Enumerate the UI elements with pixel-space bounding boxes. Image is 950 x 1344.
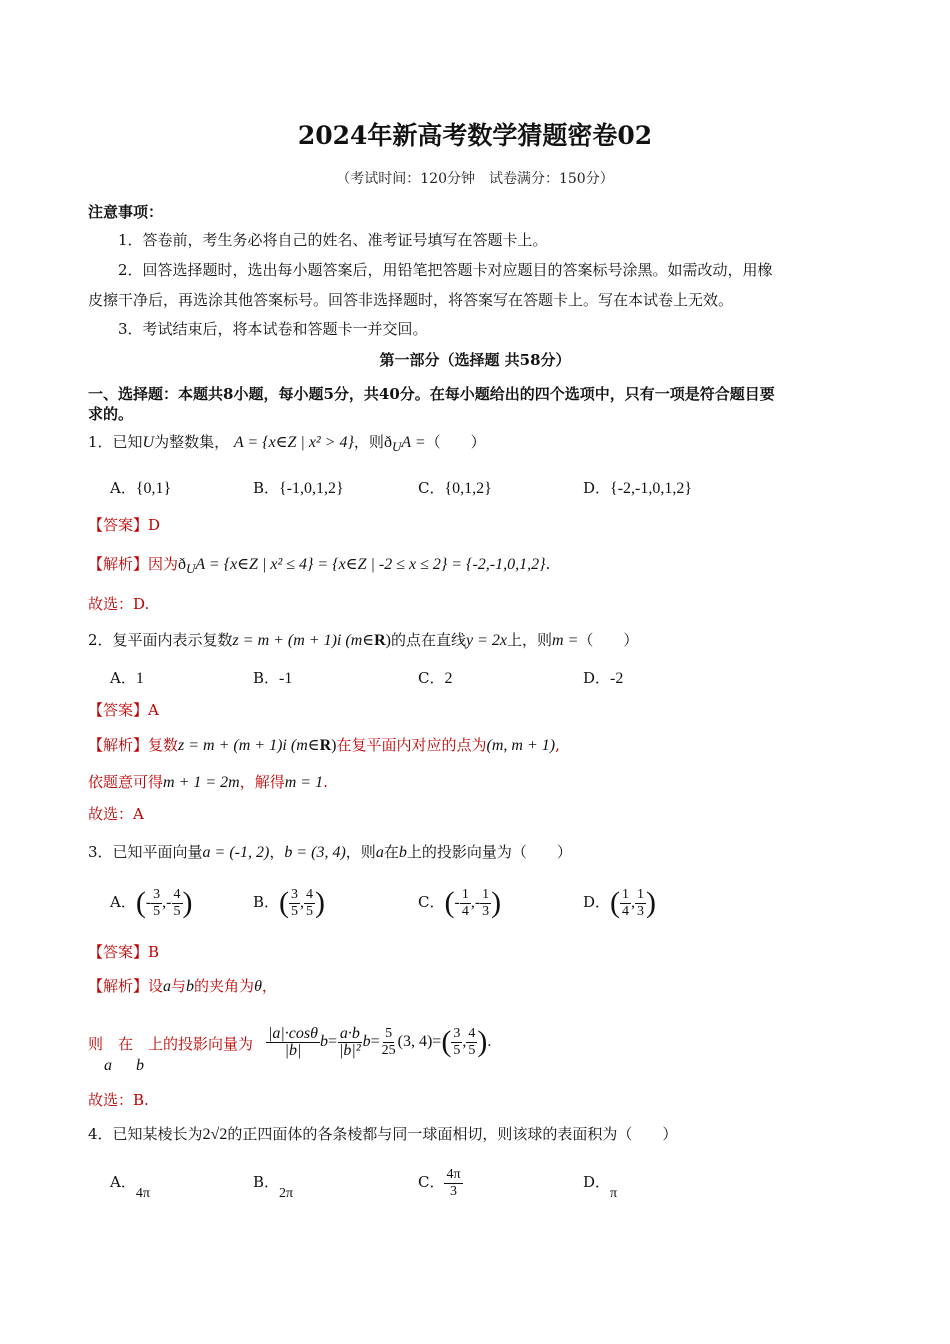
q1-option-a: [110, 478, 171, 499]
q1-analysis-math: A = {x∈Z | x² ≤ 4} = {x∈Z | -2 ≤ x ≤ 2} = {-2,-1,0,1,2}: [195, 556, 546, 573]
q2-stem-r: R: [374, 632, 386, 649]
q1-stem-end: （ ）: [425, 433, 486, 451]
paren-left: (: [441, 1025, 452, 1058]
q2-analysis-end: ,: [555, 736, 560, 754]
q2-stem-line: y = 2x: [466, 632, 508, 649]
fraction: [172, 887, 183, 920]
numerator: 5: [385, 1025, 393, 1041]
note-3: 3．考试结束后，将本试卷和答题卡一并交回。: [118, 320, 428, 338]
section-instructions-2: 求的。: [88, 405, 134, 423]
comma: ,: [300, 894, 305, 911]
q3-stem-bv: b: [398, 844, 407, 861]
vector-b: b: [362, 1033, 371, 1050]
fraction: [466, 1026, 477, 1059]
exam-subtitle: （考试时间：120分钟 试卷满分：150分）: [336, 171, 614, 187]
paren-right: ): [315, 886, 326, 919]
period: .: [487, 1033, 492, 1050]
denominator: |b|: [284, 1041, 302, 1059]
q1-stem-pre: 1．已知: [88, 433, 143, 451]
q1-option-c: [418, 478, 492, 499]
denominator: 5: [153, 903, 161, 919]
q3-stem-pre: 3．已知平面向量: [88, 843, 203, 861]
q1-option-b: [253, 478, 344, 499]
q3-analysis-theta: θ: [254, 978, 262, 995]
q3-option-d: [583, 880, 656, 925]
q1-conclusion: 故选：D.: [88, 595, 150, 613]
answer-value: B: [148, 943, 160, 961]
answer-value: D: [148, 516, 161, 534]
page-title: 2024年新高考数学猜题密卷02: [297, 121, 653, 150]
q2-stem-m: m =: [552, 632, 579, 649]
numerator: |a|·cosθ: [268, 1024, 318, 1042]
option-label: C．: [418, 669, 445, 687]
numerator: 3: [291, 886, 299, 902]
numerator: 4: [306, 886, 314, 902]
option-label: A．: [110, 669, 136, 687]
q1-stem-comp-a: A =: [401, 434, 426, 451]
q2-line2-mid: ，解得: [239, 773, 285, 791]
option-value: {0,1,2}: [444, 480, 492, 497]
option-value: {-2,-1,0,1,2}: [610, 480, 693, 497]
q2-option-b: [253, 668, 292, 689]
comma: ,: [631, 894, 636, 911]
vector-3-4: (3, 4): [397, 1033, 433, 1050]
analysis-label: 【解析】: [88, 977, 149, 995]
q2-option-c: [418, 668, 452, 689]
paren-right: ): [182, 886, 193, 919]
q3-stem-then: ，则: [345, 843, 376, 861]
denominator: 5: [453, 1042, 461, 1058]
q2-analysis-close: ): [331, 737, 337, 754]
q2-analysis-point: (m, m + 1): [486, 737, 556, 754]
q2-stem-z: z = m + (m + 1)i (m∈: [232, 632, 375, 649]
fraction: [337, 1026, 363, 1059]
option-value: -2: [610, 670, 624, 687]
equals: =: [370, 1033, 380, 1050]
q3-analysis-end: ，: [261, 977, 277, 995]
equals: =: [432, 1033, 442, 1050]
q2-stem-end: （ ）: [578, 631, 639, 649]
option-label: A．: [110, 479, 136, 497]
denominator: 25: [381, 1042, 396, 1058]
q1-option-d: [583, 478, 692, 499]
option-label: B．: [253, 893, 280, 911]
section-instructions-1: 一、选择题：本题共8小题，每小题5分，共40分。在每小题给出的四个选项中，只有一项是符合题目要: [88, 385, 775, 403]
analysis-label: 【解析】: [88, 555, 149, 573]
numerator: 4: [468, 1025, 476, 1041]
option-label: B．: [253, 1173, 280, 1191]
fraction: [151, 887, 162, 920]
q2-line2-result: m = 1: [284, 774, 324, 791]
paren-right: ): [491, 886, 502, 919]
option-label: C．: [418, 893, 445, 911]
denominator: 3: [450, 1183, 458, 1199]
q3-option-a: [110, 880, 193, 925]
equals: =: [327, 1033, 338, 1050]
analysis-label: 【解析】: [88, 736, 149, 754]
denominator: 4: [461, 903, 469, 919]
fraction: [289, 887, 300, 920]
numerator: a·b: [339, 1024, 360, 1042]
notes-heading: 注意事项：: [88, 203, 164, 221]
minus-sign: -: [145, 894, 152, 911]
paren-left: (: [135, 886, 146, 919]
q1-analysis-pre: 因为: [148, 555, 179, 573]
q3-stem-b: b = (3, 4): [284, 844, 346, 861]
minus-sign: -: [166, 894, 172, 911]
fraction: [380, 1026, 398, 1059]
q3-analysis-b: b: [186, 978, 195, 995]
answer-label: 【答案】: [88, 943, 149, 961]
q2-analysis: [88, 735, 560, 756]
fraction: [460, 887, 471, 920]
denominator: 4: [622, 903, 630, 919]
note-1: 1．答卷前，考生务必将自己的姓名、准考证号填写在答题卡上。: [118, 231, 548, 249]
denominator: 5: [291, 903, 299, 919]
answer-label: 【答案】: [88, 701, 149, 719]
q1-analysis-comp-sub: U: [186, 561, 196, 576]
q1-stem-comp: ð: [383, 434, 392, 451]
q3-stem-on: 在: [383, 843, 399, 861]
option-value: 1: [135, 670, 144, 687]
denominator: 3: [482, 903, 490, 919]
numerator: 4: [173, 886, 181, 902]
q2-line2-pre: 依题意可得: [88, 773, 164, 791]
option-value: -1: [279, 670, 293, 687]
fraction: [304, 887, 315, 920]
fraction: [480, 887, 491, 920]
comma: ,: [162, 894, 167, 911]
q2-analysis-mid: 在复平面内对应的点为: [336, 736, 487, 754]
q2-option-d: [583, 668, 623, 689]
q1-analysis-end: .: [545, 555, 551, 573]
q3-analysis: [88, 976, 277, 997]
q3-option-c: [418, 880, 501, 925]
option-value: π: [610, 1186, 618, 1201]
denominator: 5: [468, 1042, 476, 1058]
q3-line2-sub-a: a: [104, 1057, 112, 1074]
q4-stem: [88, 1124, 677, 1145]
denominator: 5: [306, 903, 314, 919]
fraction: [635, 887, 646, 920]
q2-stem-post: 上，则: [507, 631, 553, 649]
q4-option-c: [418, 1160, 463, 1204]
option-value: 2: [444, 670, 453, 687]
q2-stem-pre: 2．复平面内表示复数: [88, 631, 233, 649]
note-2-line-1: 2．回答选择题时，选出每小题答案后，用铅笔把答题卡对应题目的答案标号涂黑。如需改动，用橡: [118, 261, 773, 279]
option-label: D．: [583, 1173, 611, 1191]
paren-left: (: [444, 886, 455, 919]
numerator: 3: [453, 1025, 461, 1041]
q2-line2-eq: m + 1 = 2m: [163, 774, 240, 791]
q1-stem-set: A = {x∈Z | x² > 4}: [233, 434, 354, 451]
numerator: 1: [622, 886, 630, 902]
q3-line2-sub-b: b: [136, 1057, 144, 1074]
q3-stem-a: a = (-1, 2): [202, 844, 270, 861]
q1-stem-u: U: [142, 434, 155, 451]
q2-conclusion: 故选：A: [88, 805, 144, 823]
q4-option-b: [253, 1172, 294, 1201]
q3-projection-formula: [266, 1012, 491, 1071]
numerator: 1: [461, 886, 469, 902]
q3-answer: [88, 942, 159, 962]
option-label: D．: [583, 893, 611, 911]
q2-stem-mid: 的点在直线: [391, 631, 467, 649]
q4-stem-length: 2√2: [202, 1126, 228, 1143]
minus-sign: -: [454, 894, 460, 911]
option-label: B．: [253, 669, 280, 687]
q3-analysis-a: a: [163, 978, 172, 995]
fraction: [266, 1026, 320, 1059]
q3-stem: [88, 842, 572, 863]
option-label: B．: [253, 479, 280, 497]
q3-stem-post: 上的投影向量为（ ）: [406, 843, 572, 861]
numerator: 4π: [446, 1166, 461, 1182]
fraction: [444, 1167, 462, 1200]
paren-right: ): [646, 886, 657, 919]
q2-analysis-pre: 复数: [148, 736, 179, 754]
q1-analysis: [88, 554, 550, 579]
q2-option-a: [110, 668, 144, 689]
paren-left: (: [279, 886, 290, 919]
comma: ,: [462, 1033, 467, 1050]
q3-analysis-pre: 设: [148, 977, 164, 995]
q2-analysis-line-2: [88, 772, 328, 793]
q3-stem-comma: ，: [269, 843, 285, 861]
denominator: 3: [637, 903, 645, 919]
q4-option-d: [583, 1172, 618, 1201]
option-label: D．: [583, 479, 611, 497]
q2-stem-close: ): [385, 632, 391, 649]
q3-conclusion: 故选：B.: [88, 1091, 149, 1109]
q4-option-a: [110, 1172, 150, 1201]
q1-stem: [88, 432, 486, 457]
q2-analysis-z: z = m + (m + 1)i (m∈: [178, 737, 320, 754]
answer-value: A: [148, 701, 159, 719]
q1-answer: [88, 515, 160, 535]
note-2-line-2: 皮擦干净后，再选涂其他答案标号。回答非选择题时，将答案写在答题卡上。写在本试卷上无效。: [88, 291, 734, 309]
vector-b: b: [319, 1033, 328, 1050]
q2-answer: [88, 700, 159, 720]
denominator: |b|²: [339, 1041, 361, 1059]
part1-heading: 第一部分（选择题 共58分）: [379, 351, 571, 369]
q2-analysis-r: R: [319, 737, 332, 754]
q3-option-b: [253, 880, 325, 925]
fraction: [620, 887, 631, 920]
option-label: C．: [418, 479, 445, 497]
numerator: 1: [637, 886, 645, 902]
numerator: 3: [153, 886, 161, 902]
q3-analysis-with: 与: [171, 977, 187, 995]
q1-stem-mid: 为整数集，: [154, 433, 230, 451]
q4-stem-post: 的正四面体的各条棱都与同一球面相切，则该球的表面积为（ ）: [227, 1125, 678, 1143]
paren-left: (: [610, 886, 621, 919]
q4-stem-pre: 4．已知某棱长为: [88, 1125, 203, 1143]
q3-stem-av: a: [375, 844, 384, 861]
option-label: D．: [583, 669, 611, 687]
q3-analysis-post: 的夹角为: [194, 977, 255, 995]
comma: ,: [470, 894, 475, 911]
minus-sign: -: [474, 894, 481, 911]
option-label: C．: [418, 1173, 445, 1191]
q1-stem-post: ，则: [353, 433, 384, 451]
option-label: A．: [110, 893, 136, 911]
fraction: [451, 1026, 462, 1059]
q1-analysis-comp: ð: [178, 556, 187, 573]
q3-analysis-line-2-label: 则 在 上的投影向量为: [88, 1035, 254, 1053]
q1-stem-comp-sub: U: [391, 439, 402, 454]
option-value: 2π: [279, 1186, 294, 1201]
option-value: 4π: [135, 1186, 150, 1201]
q2-stem: [88, 630, 638, 651]
q2-line2-end: .: [323, 773, 328, 791]
paren-right: ): [477, 1025, 488, 1058]
answer-label: 【答案】: [88, 516, 149, 534]
option-label: A．: [110, 1173, 136, 1191]
denominator: 5: [173, 903, 181, 919]
option-value: {0,1}: [135, 480, 172, 497]
option-value: {-1,0,1,2}: [279, 480, 344, 497]
numerator: 1: [482, 886, 490, 902]
